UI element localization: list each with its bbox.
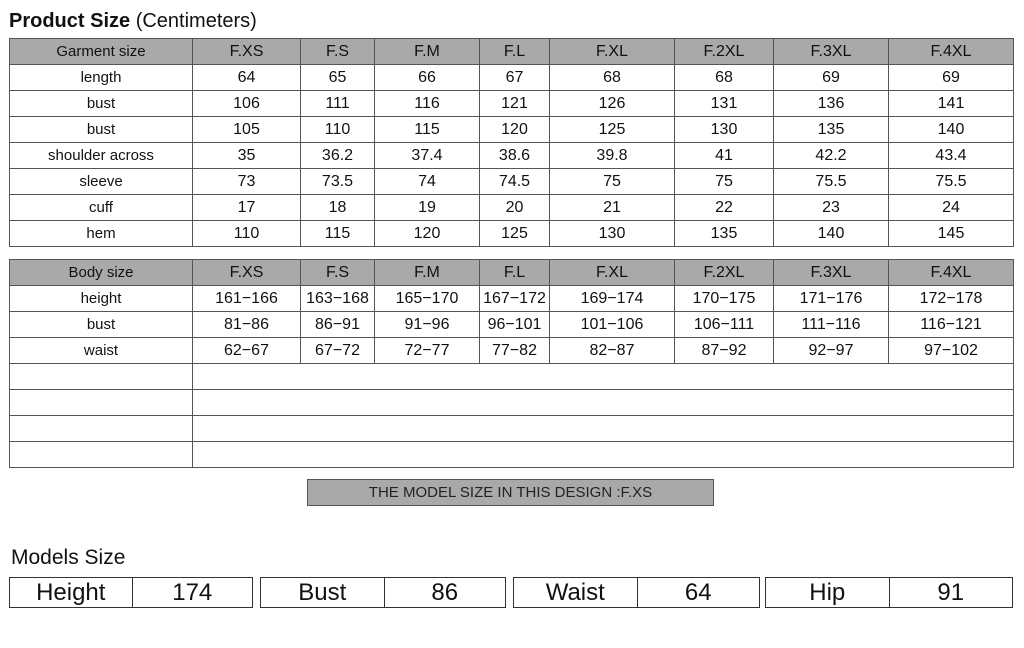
empty-row xyxy=(10,390,1014,416)
body-size-table xyxy=(9,259,1014,468)
garment-row-label: sleeve xyxy=(10,169,193,195)
garment-size-header: F.2XL xyxy=(675,39,774,65)
garment-cell: 65 xyxy=(301,65,375,91)
body-size-header: F.3XL xyxy=(774,260,889,286)
garment-cell: 135 xyxy=(774,117,889,143)
body-empty-cell xyxy=(193,364,1014,390)
model-waist-box xyxy=(513,577,760,608)
title-unit: (Centimeters) xyxy=(135,10,257,32)
garment-cell: 75 xyxy=(550,169,675,195)
garment-cell: 67 xyxy=(480,65,550,91)
models-size-title: Models Size xyxy=(11,546,126,569)
garment-cell: 43.4 xyxy=(889,143,1014,169)
body-cell: 111−116 xyxy=(774,312,889,338)
garment-cell: 19 xyxy=(375,195,480,221)
garment-cell: 68 xyxy=(675,65,774,91)
garment-cell: 22 xyxy=(675,195,774,221)
model-height-label: Height xyxy=(10,578,133,607)
body-cell: 116−121 xyxy=(889,312,1014,338)
garment-cell: 17 xyxy=(193,195,301,221)
garment-row-label: hem xyxy=(10,221,193,247)
table-row xyxy=(10,91,1014,117)
body-row-label: bust xyxy=(10,312,193,338)
garment-cell: 64 xyxy=(193,65,301,91)
garment-cell: 18 xyxy=(301,195,375,221)
garment-cell: 111 xyxy=(301,91,375,117)
body-cell: 91−96 xyxy=(375,312,480,338)
body-empty-label xyxy=(10,390,193,416)
garment-cell: 116 xyxy=(375,91,480,117)
garment-size-table xyxy=(9,38,1014,247)
garment-cell: 35 xyxy=(193,143,301,169)
garment-row-label: cuff xyxy=(10,195,193,221)
garment-cell: 42.2 xyxy=(774,143,889,169)
empty-row xyxy=(10,364,1014,390)
empty-row xyxy=(10,416,1014,442)
body-cell: 72−77 xyxy=(375,338,480,364)
model-bust-box xyxy=(260,577,506,608)
garment-cell: 126 xyxy=(550,91,675,117)
garment-cell: 120 xyxy=(480,117,550,143)
garment-size-header: F.XS xyxy=(193,39,301,65)
garment-cell: 75 xyxy=(675,169,774,195)
body-cell: 67−72 xyxy=(301,338,375,364)
body-row-label: height xyxy=(10,286,193,312)
table-row xyxy=(10,286,1014,312)
garment-cell: 110 xyxy=(193,221,301,247)
table-row xyxy=(10,221,1014,247)
garment-size-header: F.4XL xyxy=(889,39,1014,65)
body-empty-label xyxy=(10,364,193,390)
garment-cell: 75.5 xyxy=(774,169,889,195)
body-cell: 106−111 xyxy=(675,312,774,338)
garment-size-header: F.3XL xyxy=(774,39,889,65)
table-row xyxy=(10,195,1014,221)
garment-cell: 136 xyxy=(774,91,889,117)
body-empty-cell xyxy=(193,390,1014,416)
body-cell: 97−102 xyxy=(889,338,1014,364)
model-height-value: 174 xyxy=(172,579,213,606)
body-cell: 101−106 xyxy=(550,312,675,338)
garment-size-header: F.S xyxy=(301,39,375,65)
body-cell: 171−176 xyxy=(774,286,889,312)
body-size-header: F.M xyxy=(375,260,480,286)
garment-row-label: shoulder across xyxy=(10,143,193,169)
body-empty-cell xyxy=(193,442,1014,468)
garment-cell: 125 xyxy=(550,117,675,143)
garment-cell: 130 xyxy=(550,221,675,247)
model-size-note: THE MODEL SIZE IN THIS DESIGN :F.XS xyxy=(307,479,714,506)
garment-cell: 69 xyxy=(889,65,1014,91)
garment-cell: 20 xyxy=(480,195,550,221)
model-waist-label: Waist xyxy=(514,578,638,607)
garment-cell: 140 xyxy=(889,117,1014,143)
body-cell: 92−97 xyxy=(774,338,889,364)
body-cell: 172−178 xyxy=(889,286,1014,312)
title-main: Product Size xyxy=(9,10,131,32)
body-cell: 81−86 xyxy=(193,312,301,338)
body-header-label: Body size xyxy=(10,260,193,286)
garment-cell: 24 xyxy=(889,195,1014,221)
garment-cell: 110 xyxy=(301,117,375,143)
table-row xyxy=(10,338,1014,364)
body-size-header: F.XL xyxy=(550,260,675,286)
model-hip-value: 91 xyxy=(937,579,965,606)
garment-cell: 38.6 xyxy=(480,143,550,169)
body-cell: 96−101 xyxy=(480,312,550,338)
body-empty-label xyxy=(10,416,193,442)
garment-row-label: bust xyxy=(10,117,193,143)
garment-cell: 21 xyxy=(550,195,675,221)
model-bust-value: 86 xyxy=(431,579,459,606)
garment-cell: 106 xyxy=(193,91,301,117)
table-row xyxy=(10,169,1014,195)
garment-cell: 37.4 xyxy=(375,143,480,169)
body-cell: 77−82 xyxy=(480,338,550,364)
garment-row-label: length xyxy=(10,65,193,91)
body-cell: 161−166 xyxy=(193,286,301,312)
garment-cell: 68 xyxy=(550,65,675,91)
body-cell: 165−170 xyxy=(375,286,480,312)
garment-cell: 66 xyxy=(375,65,480,91)
garment-cell: 121 xyxy=(480,91,550,117)
body-size-header: F.XS xyxy=(193,260,301,286)
garment-cell: 140 xyxy=(774,221,889,247)
garment-size-header: F.L xyxy=(480,39,550,65)
body-size-header: F.4XL xyxy=(889,260,1014,286)
body-cell: 167−172 xyxy=(480,286,550,312)
model-hip-label: Hip xyxy=(766,578,890,607)
garment-cell: 125 xyxy=(480,221,550,247)
body-cell: 87−92 xyxy=(675,338,774,364)
model-hip-box xyxy=(765,577,1013,608)
body-cell: 82−87 xyxy=(550,338,675,364)
model-waist-value: 64 xyxy=(684,579,712,606)
garment-cell: 41 xyxy=(675,143,774,169)
body-cell: 163−168 xyxy=(301,286,375,312)
garment-cell: 74 xyxy=(375,169,480,195)
garment-cell: 73 xyxy=(193,169,301,195)
table-row xyxy=(10,117,1014,143)
garment-cell: 36.2 xyxy=(301,143,375,169)
table-row xyxy=(10,312,1014,338)
garment-cell: 73.5 xyxy=(301,169,375,195)
garment-cell: 130 xyxy=(675,117,774,143)
page-title xyxy=(9,10,257,33)
empty-row xyxy=(10,442,1014,468)
garment-cell: 23 xyxy=(774,195,889,221)
model-height-box xyxy=(9,577,253,608)
garment-row-label: bust xyxy=(10,91,193,117)
body-row-label: waist xyxy=(10,338,193,364)
body-empty-cell xyxy=(193,416,1014,442)
body-cell: 86−91 xyxy=(301,312,375,338)
garment-cell: 74.5 xyxy=(480,169,550,195)
garment-cell: 39.8 xyxy=(550,143,675,169)
garment-cell: 75.5 xyxy=(889,169,1014,195)
garment-size-header: F.M xyxy=(375,39,480,65)
body-empty-label xyxy=(10,442,193,468)
body-size-header: F.L xyxy=(480,260,550,286)
garment-cell: 69 xyxy=(774,65,889,91)
garment-cell: 115 xyxy=(301,221,375,247)
garment-header-label: Garment size xyxy=(10,39,193,65)
garment-size-header: F.XL xyxy=(550,39,675,65)
body-cell: 169−174 xyxy=(550,286,675,312)
garment-cell: 115 xyxy=(375,117,480,143)
garment-cell: 105 xyxy=(193,117,301,143)
body-size-header: F.S xyxy=(301,260,375,286)
garment-header-row xyxy=(10,39,1014,65)
body-size-header: F.2XL xyxy=(675,260,774,286)
garment-cell: 145 xyxy=(889,221,1014,247)
garment-cell: 131 xyxy=(675,91,774,117)
table-row xyxy=(10,143,1014,169)
garment-cell: 135 xyxy=(675,221,774,247)
body-cell: 62−67 xyxy=(193,338,301,364)
garment-cell: 120 xyxy=(375,221,480,247)
garment-cell: 141 xyxy=(889,91,1014,117)
table-row xyxy=(10,65,1014,91)
body-cell: 170−175 xyxy=(675,286,774,312)
model-bust-label: Bust xyxy=(261,578,385,607)
body-header-row xyxy=(10,260,1014,286)
